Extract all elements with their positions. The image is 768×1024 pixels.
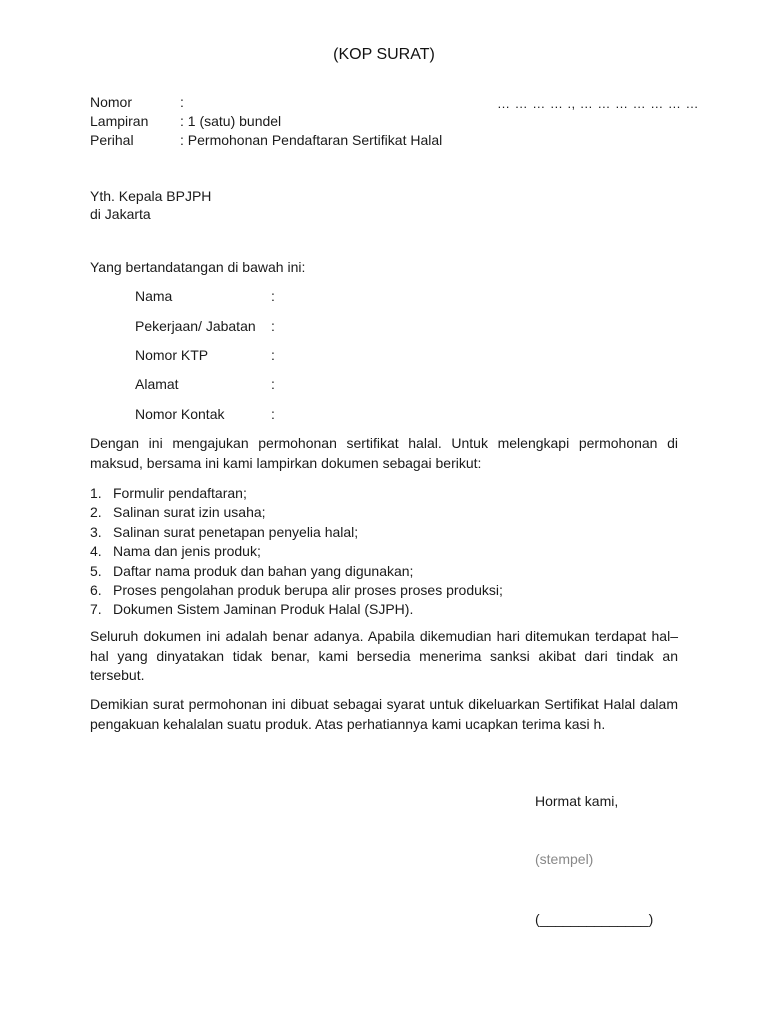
documents-list [90, 484, 503, 620]
list-text: Proses pengolahan produk berupa alir proses proses produksi; [113, 582, 503, 599]
identity-value: : [271, 406, 275, 422]
meta-perihal-label: Perihal [90, 132, 134, 148]
signature-line: (______________) [535, 911, 654, 927]
recipient-line2: di Jakarta [90, 206, 151, 222]
identity-label: Nomor Kontak [135, 406, 225, 422]
closing-greeting: Hormat kami, [535, 793, 619, 809]
identity-value: : [271, 347, 275, 363]
identity-value: : [271, 318, 275, 334]
list-text: Dokumen Sistem Jaminan Produk Halal (SJPH). [113, 601, 414, 618]
meta-nomor [90, 93, 184, 112]
identity-row [135, 405, 275, 424]
letterhead-placeholder: (KOP SURAT) [333, 46, 435, 63]
identity-label: Alamat [135, 376, 179, 392]
paragraph-closing: Demikian surat permohonan ini dibuat sebagai syarat untuk dikeluarkan Sertifikat Halal dalam pengakuan kehalalan suatu produk. Atas perhatiannya kami ucapkan terima kasi h. [90, 696, 678, 732]
list-item [90, 503, 503, 522]
list-text: Salinan surat penetapan penyelia halal; [113, 523, 359, 540]
recipient-line1: Yth. Kepala BPJPH [90, 188, 212, 204]
list-text: Nama dan jenis produk; [113, 543, 261, 560]
list-item [90, 581, 503, 600]
meta-nomor-value: : [180, 94, 184, 110]
intro-text: Yang bertandatangan di bawah ini: [90, 259, 306, 275]
meta-lampiran-label: Lampiran [90, 113, 149, 129]
list-item [90, 542, 503, 561]
list-item [90, 523, 503, 542]
stamp-placeholder: (stempel) [535, 851, 594, 867]
meta-perihal [90, 131, 442, 150]
list-number: 6. [90, 582, 102, 599]
identity-value: : [271, 376, 275, 392]
list-item [90, 562, 503, 581]
list-text: Daftar nama produk dan bahan yang digunakan; [113, 562, 414, 579]
meta-lampiran [90, 112, 281, 131]
paragraph-request: Dengan ini mengajukan permohonan sertifikat halal. Untuk melengkapi permohonan di maksud, bersama ini kami lampirkan dokumen sebagai berikut: [90, 435, 678, 471]
list-item [90, 484, 503, 503]
identity-row [135, 317, 275, 336]
paragraph-declaration: Seluruh dokumen ini adalah benar adanya. Apabila dikemudian hari ditemukan terdapat hal–hal yang dinyatakan tidak benar, kami bersedia menerima sanksi akibat dari tindak an tersebut. [90, 628, 678, 683]
list-item [90, 600, 503, 619]
identity-row [135, 346, 275, 365]
identity-value: : [271, 288, 275, 304]
identity-label: Pekerjaan/ Jabatan [135, 318, 256, 334]
identity-label: Nomor KTP [135, 347, 209, 363]
identity-label: Nama [135, 288, 173, 304]
identity-row [135, 375, 275, 394]
list-number: 2. [90, 504, 102, 521]
meta-nomor-label: Nomor [90, 94, 133, 110]
meta-lampiran-value: : 1 (satu) bundel [180, 113, 282, 129]
list-number: 1. [90, 485, 102, 501]
list-text: Salinan surat izin usaha; [113, 504, 266, 521]
list-number: 4. [90, 543, 102, 560]
meta-perihal-value: : Permohonan Pendaftaran Sertifikat Halal [180, 132, 443, 148]
list-text: Formulir pendaftaran; [113, 485, 247, 501]
list-number: 7. [90, 601, 102, 618]
identity-row [135, 287, 275, 306]
list-number: 5. [90, 562, 102, 579]
place-date: … … … … ., … … … … … … … [497, 96, 699, 111]
list-number: 3. [90, 523, 102, 540]
